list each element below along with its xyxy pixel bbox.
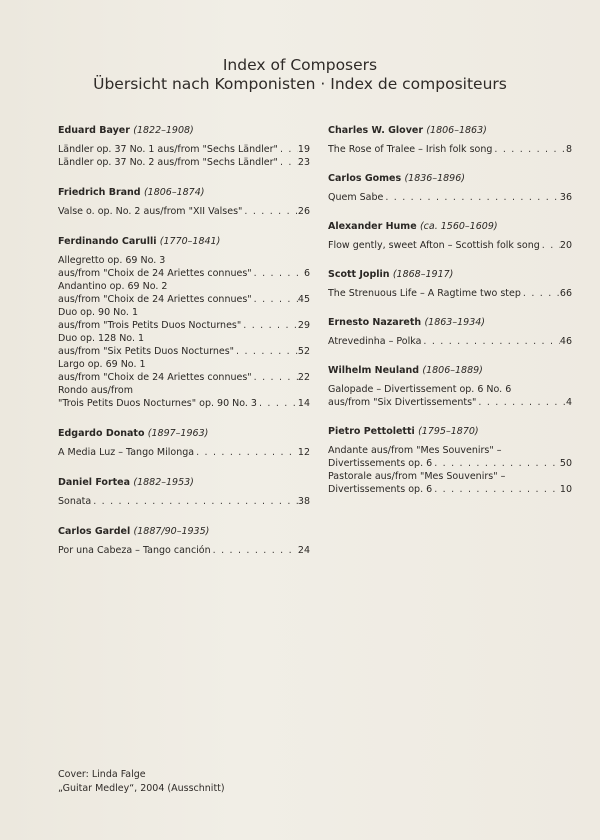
work-title: aus/from "Choix de 24 Ariettes connues": [58, 372, 252, 383]
work-line: [58, 358, 310, 371]
page-number: 50: [559, 458, 572, 469]
composer-dates: (1882–1953): [133, 477, 194, 488]
work-line: [58, 332, 310, 345]
dot-leader: [540, 239, 560, 252]
composer-entry: [58, 124, 310, 169]
work-title: Allegretto op. 69 No. 3: [58, 255, 166, 266]
composer-dates: (1887/90–1935): [133, 526, 210, 537]
composer-dates: (1806–1874): [143, 187, 205, 198]
work-title: Duo op. 128 No. 1: [58, 333, 145, 344]
work-line: [58, 205, 310, 218]
composer-entry: [58, 427, 310, 459]
page-number: 38: [297, 496, 310, 507]
composer-dates: (1836–1896): [404, 173, 465, 184]
cover-credit-line: Cover: Linda Falge: [58, 769, 146, 780]
composer-entry: [328, 124, 572, 156]
composer-entry: [328, 268, 572, 300]
dot-leader: [252, 293, 298, 306]
work-title: aus/from "Choix de 24 Ariettes connues": [58, 268, 252, 279]
work-title: Pastorale aus/from "Mes Souvenirs" –: [328, 471, 506, 482]
dot-leader: [521, 287, 560, 300]
work-title: Andante aus/from "Mes Souvenirs" –: [328, 445, 502, 456]
dot-leader: [432, 483, 560, 496]
work-line: [58, 397, 310, 410]
work-title: Sonata: [58, 496, 92, 507]
dot-leader: [234, 345, 298, 358]
cover-credit: [58, 768, 225, 796]
work-title: Largo op. 69 No. 1: [58, 359, 146, 370]
composer-name-text: Edgardo Donato: [58, 428, 145, 439]
composer-name: [58, 525, 310, 538]
page-number: 45: [297, 294, 310, 305]
composer-name: [328, 172, 572, 185]
dot-leader: [252, 371, 298, 384]
work-line: [328, 383, 572, 396]
work-line: [58, 319, 310, 332]
work-line: [58, 446, 310, 459]
composer-name: [58, 124, 310, 137]
composer-name-text: Carlos Gardel: [58, 526, 131, 537]
composer-dates: (1770–1841): [159, 236, 221, 247]
dot-leader: [257, 397, 298, 410]
composer-dates: (1897–1963): [147, 428, 209, 439]
dot-leader: [211, 544, 298, 557]
page-subtitle: Übersicht nach Komponisten · Index de compositeurs: [93, 75, 507, 93]
composer-name: [58, 186, 310, 199]
work-line: [328, 143, 572, 156]
cover-credit-line: „Guitar Medley“, 2004 (Ausschnitt): [58, 783, 225, 794]
page-number: 52: [297, 346, 310, 357]
left-composer-column: [58, 124, 310, 557]
composer-name: [328, 220, 572, 233]
composer-name-text: Pietro Pettoletti: [328, 426, 415, 437]
work-title: The Rose of Tralee – Irish folk song: [328, 144, 493, 155]
composer-name-text: Friedrich Brand: [58, 187, 141, 198]
dot-leader: [252, 267, 304, 280]
composer-entry: [328, 220, 572, 252]
composer-name: [328, 364, 572, 377]
work-title: Divertissements op. 6: [328, 484, 433, 495]
page-number: 29: [297, 320, 310, 331]
work-title: aus/from "Six Divertissements": [328, 397, 477, 408]
work-title: Divertissements op. 6: [328, 458, 433, 469]
work-title: Por una Cabeza – Tango canción: [58, 545, 211, 556]
work-line: [58, 345, 310, 358]
composer-name-text: Carlos Gomes: [328, 173, 402, 184]
work-line: [328, 444, 572, 457]
composer-entry: [328, 425, 572, 496]
composer-entry: [58, 235, 310, 410]
composer-name: [58, 427, 310, 440]
dot-leader: [432, 457, 560, 470]
work-line: [328, 239, 572, 252]
work-title: Atrevedinha – Polka: [328, 336, 422, 347]
page-number: 6: [303, 268, 310, 279]
work-title: Duo op. 90 No. 1: [58, 307, 138, 318]
dot-leader: [194, 446, 298, 459]
work-line: [58, 156, 310, 169]
page-title: Index of Composers: [222, 56, 378, 74]
work-line: [58, 143, 310, 156]
page-number: 4: [565, 397, 572, 408]
composer-entry: [58, 476, 310, 508]
dot-leader: [242, 205, 297, 218]
work-line: [328, 483, 572, 496]
work-line: [58, 544, 310, 557]
work-title: aus/from "Trois Petits Duos Nocturnes": [58, 320, 242, 331]
composer-name-text: Daniel Fortea: [58, 477, 131, 488]
composer-dates: (1806–1863): [426, 125, 487, 136]
work-title: Rondo aus/from: [58, 385, 133, 396]
page-number: 36: [559, 192, 572, 203]
composer-name: [328, 268, 572, 281]
work-title: Valse o. op. No. 2 aus/from "XII Valses": [58, 206, 243, 217]
dot-leader: [278, 156, 298, 169]
composer-dates: (1795–1870): [418, 426, 479, 437]
work-line: [58, 384, 310, 397]
composer-name: [58, 476, 310, 489]
work-title: Galopade – Divertissement op. 6 No. 6: [328, 384, 512, 395]
work-title: "Trois Petits Duos Nocturnes" op. 90 No. 3: [58, 398, 257, 409]
work-line: [328, 335, 572, 348]
work-line: [58, 254, 310, 267]
composer-name-text: Alexander Hume: [328, 221, 417, 232]
page-number: 10: [559, 484, 572, 495]
work-title: Andantino op. 69 No. 2: [58, 281, 168, 292]
work-line: [58, 280, 310, 293]
page-number: 12: [297, 447, 310, 458]
composer-dates: (1863–1934): [424, 317, 485, 328]
page-number: 24: [297, 545, 310, 556]
dot-leader: [421, 335, 560, 348]
composer-name-text: Wilhelm Neuland: [328, 365, 420, 376]
work-line: [328, 191, 572, 204]
composer-name-text: Scott Joplin: [328, 269, 390, 280]
work-title: aus/from "Six Petits Duos Nocturnes": [58, 346, 235, 357]
composer-name: [328, 316, 572, 329]
work-line: [58, 267, 310, 280]
work-title: Ländler op. 37 No. 1 aus/from "Sechs Ländler": [58, 144, 278, 155]
dot-leader: [278, 143, 298, 156]
composer-name-text: Eduard Bayer: [58, 125, 130, 136]
page-number: 22: [297, 372, 310, 383]
page-number: 26: [297, 206, 310, 217]
work-line: [58, 306, 310, 319]
page-number: 66: [559, 288, 572, 299]
composer-entry: [328, 172, 572, 204]
page-number: 46: [559, 336, 572, 347]
page-number: 8: [565, 144, 572, 155]
work-line: [58, 293, 310, 306]
composer-name-text: Ferdinando Carulli: [58, 236, 157, 247]
composer-dates: (1868–1917): [392, 269, 454, 280]
work-title: Ländler op. 37 No. 2 aus/from "Sechs Ländler": [58, 157, 278, 168]
composer-name-text: Charles W. Glover: [328, 125, 424, 136]
composer-name-text: Ernesto Nazareth: [328, 317, 422, 328]
work-line: [58, 371, 310, 384]
composer-entry: [328, 364, 572, 409]
composer-dates: (1822–1908): [133, 125, 194, 136]
right-composer-column: [328, 124, 572, 496]
dot-leader: [492, 143, 566, 156]
composer-entry: [58, 186, 310, 218]
dot-leader: [91, 495, 298, 508]
work-line: [58, 495, 310, 508]
composer-dates: (1806–1889): [422, 365, 483, 376]
page-number: 19: [297, 144, 310, 155]
dot-leader: [476, 396, 566, 409]
composer-name: [328, 124, 572, 137]
work-line: [328, 396, 572, 409]
composer-name: [328, 425, 572, 438]
work-title: aus/from "Choix de 24 Ariettes connues": [58, 294, 252, 305]
dot-leader: [383, 191, 560, 204]
composer-dates: (ca. 1560–1609): [419, 221, 498, 232]
page-number: 23: [297, 157, 310, 168]
composer-entry: [328, 316, 572, 348]
page-number: 20: [559, 240, 572, 251]
composer-entry: [58, 525, 310, 557]
work-line: [328, 287, 572, 300]
composer-name: [58, 235, 310, 248]
work-line: [328, 470, 572, 483]
dot-leader: [241, 319, 298, 332]
work-line: [328, 457, 572, 470]
work-title: The Strenuous Life – A Ragtime two step: [328, 288, 521, 299]
work-title: Flow gently, sweet Afton – Scottish folk song: [328, 240, 540, 251]
work-title: Quem Sabe: [328, 192, 384, 203]
page-number: 14: [297, 398, 310, 409]
work-title: A Media Luz – Tango Milonga: [58, 447, 195, 458]
